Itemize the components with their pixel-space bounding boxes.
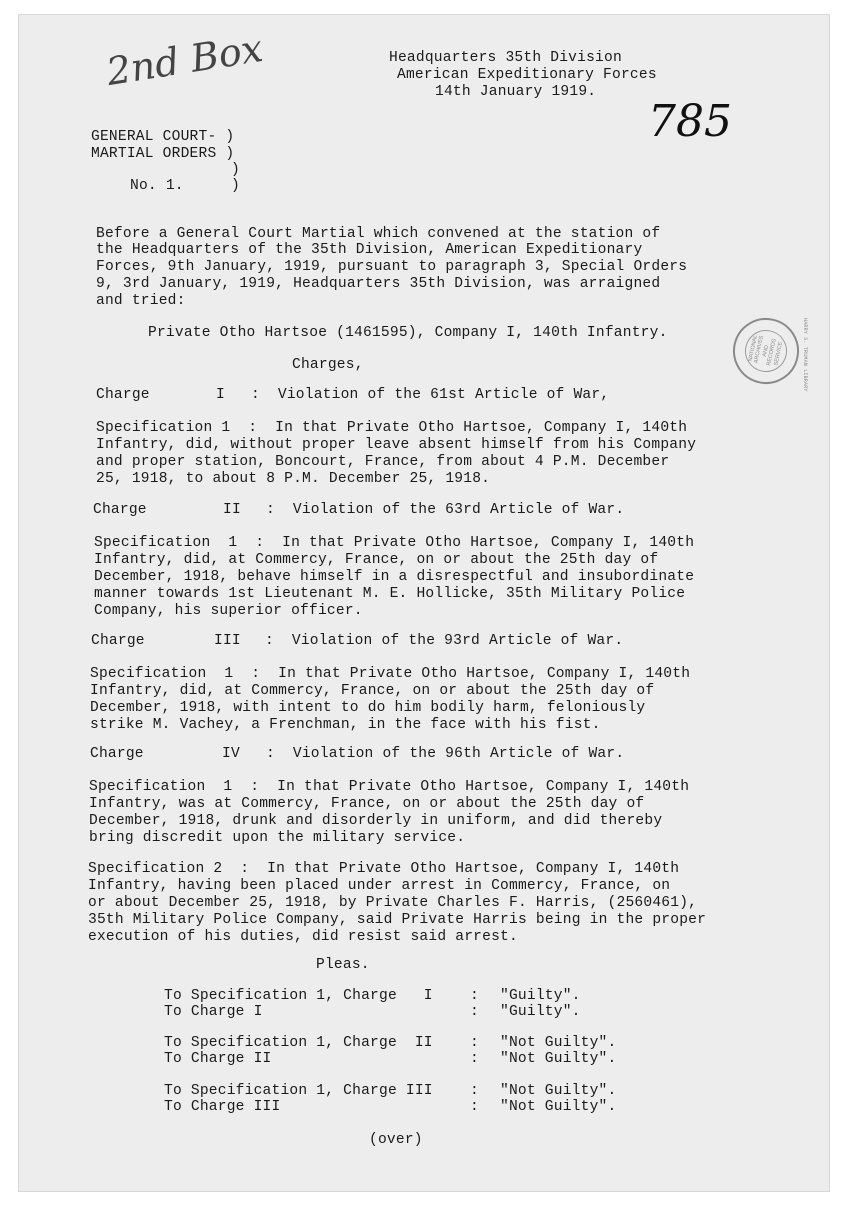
specification-line: Company, his superior officer.	[94, 603, 363, 619]
specification-line: Specification 1 : In that Private Otho Hartsoe, Company I, 140th	[90, 666, 691, 682]
plea-colon: :	[470, 1035, 479, 1051]
intro-line: the Headquarters of the 35th Division, American Expeditionary	[96, 242, 643, 258]
plea-value: "Not Guilty".	[500, 1083, 617, 1099]
plea-item: To Charge II	[164, 1051, 272, 1067]
order-label-2: MARTIAL ORDERS )	[91, 146, 235, 162]
charge-title: : Violation of the 96th Article of War.	[266, 746, 625, 762]
specification-line: bring discredit upon the military service.	[89, 830, 466, 846]
specification-line: strike M. Vachey, a Frenchman, in the face with his fist.	[90, 717, 601, 733]
header-line-1: Headquarters 35th Division	[389, 50, 622, 66]
plea-value: "Guilty".	[500, 988, 581, 1004]
header-date: 14th January 1919.	[435, 84, 597, 100]
charge-title: : Violation of the 61st Article of War,	[251, 387, 610, 403]
specification-line: 35th Military Police Company, said Private Harris being in the proper	[88, 912, 707, 928]
specification-line: execution of his duties, did resist said arrest.	[88, 929, 518, 945]
specification-line: Specification 1 : In that Private Otho Hartsoe, Company I, 140th	[89, 779, 690, 795]
handwritten-box-note: 2nd Box	[103, 25, 266, 95]
charge-label: Charge	[93, 502, 147, 518]
plea-colon: :	[470, 1083, 479, 1099]
intro-line: Forces, 9th January, 1919, pursuant to paragraph 3, Special Orders	[96, 259, 688, 275]
charge-numeral: I	[216, 387, 225, 403]
plea-item: To Charge III	[164, 1099, 281, 1115]
charge-title: : Violation of the 93rd Article of War.	[265, 633, 624, 649]
charge-label: Charge	[96, 387, 150, 403]
specification-line: Specification 2 : In that Private Otho Hartsoe, Company I, 140th	[88, 861, 680, 877]
specification-line: December, 1918, with intent to do him bodily harm, feloniously	[90, 700, 646, 716]
pleas-heading: Pleas.	[316, 957, 370, 973]
accused-line: Private Otho Hartsoe (1461595), Company I, 140th Infantry.	[148, 325, 668, 341]
specification-line: Infantry, did, at Commercy, France, on or about the 25th day of	[94, 552, 659, 568]
specification-line: December, 1918, drunk and disorderly in uniform, and did thereby	[89, 813, 663, 829]
charge-label: Charge	[90, 746, 144, 762]
charge-numeral: IV	[222, 746, 240, 762]
specification-line: or about December 25, 1918, by Private Charles F. Harris, (2560461),	[88, 895, 698, 911]
plea-colon: :	[470, 1004, 479, 1020]
order-number: No. 1.	[130, 178, 184, 194]
specification-line: December, 1918, behave himself in a disrespectful and insubordinate	[94, 569, 695, 585]
plea-colon: :	[470, 1051, 479, 1067]
plea-value: "Not Guilty".	[500, 1035, 617, 1051]
handwritten-page-number: 785	[648, 96, 732, 147]
specification-line: and proper station, Boncourt, France, from about 4 P.M. December	[96, 454, 670, 470]
plea-colon: :	[470, 1099, 479, 1115]
order-label-1: GENERAL COURT- )	[91, 129, 235, 145]
charge-title: : Violation of the 63rd Article of War.	[266, 502, 625, 518]
stamp-ring-text: HARRY S. TRUMAN LIBRARY	[802, 318, 808, 392]
intro-line: 9, 3rd January, 1919, Headquarters 35th Division, was arraigned	[96, 276, 661, 292]
specification-line: Infantry, having been placed under arrest in Commercy, France, on	[88, 878, 671, 894]
plea-value: "Not Guilty".	[500, 1051, 617, 1067]
specification-line: Infantry, was at Commercy, France, on or about the 25th day of	[89, 796, 645, 812]
order-paren: )	[231, 162, 240, 178]
plea-value: "Not Guilty".	[500, 1099, 617, 1115]
specification-line: Specification 1 : In that Private Otho Hartsoe, Company I, 140th	[96, 420, 688, 436]
intro-line: and tried:	[96, 293, 186, 309]
charge-numeral: II	[223, 502, 241, 518]
specification-line: 25, 1918, to about 8 P.M. December 25, 1918.	[96, 471, 491, 487]
plea-value: "Guilty".	[500, 1004, 581, 1020]
stamp-text: NATIONAL ARCHIVES AND RECORDS SERVICE	[747, 334, 784, 367]
plea-item: To Charge I	[164, 1004, 263, 1020]
plea-colon: :	[470, 988, 479, 1004]
specification-line: Infantry, did, at Commercy, France, on or about the 25th day of	[90, 683, 655, 699]
plea-item: To Specification 1, Charge I	[164, 988, 433, 1004]
charges-heading: Charges,	[292, 357, 364, 373]
charge-label: Charge	[91, 633, 145, 649]
specification-line: Infantry, did, without proper leave absent himself from his Company	[96, 437, 697, 453]
order-number-paren: )	[231, 178, 240, 194]
specification-line: Specification 1 : In that Private Otho Hartsoe, Company I, 140th	[94, 535, 695, 551]
intro-line: Before a General Court Martial which convened at the station of	[96, 226, 661, 242]
specification-line: manner towards 1st Lieutenant M. E. Hollicke, 35th Military Police	[94, 586, 686, 602]
page-footer-over: (over)	[369, 1132, 423, 1148]
header-line-2: American Expeditionary Forces	[397, 67, 657, 83]
plea-item: To Specification 1, Charge II	[164, 1035, 433, 1051]
plea-item: To Specification 1, Charge III	[164, 1083, 433, 1099]
charge-numeral: III	[214, 633, 241, 649]
